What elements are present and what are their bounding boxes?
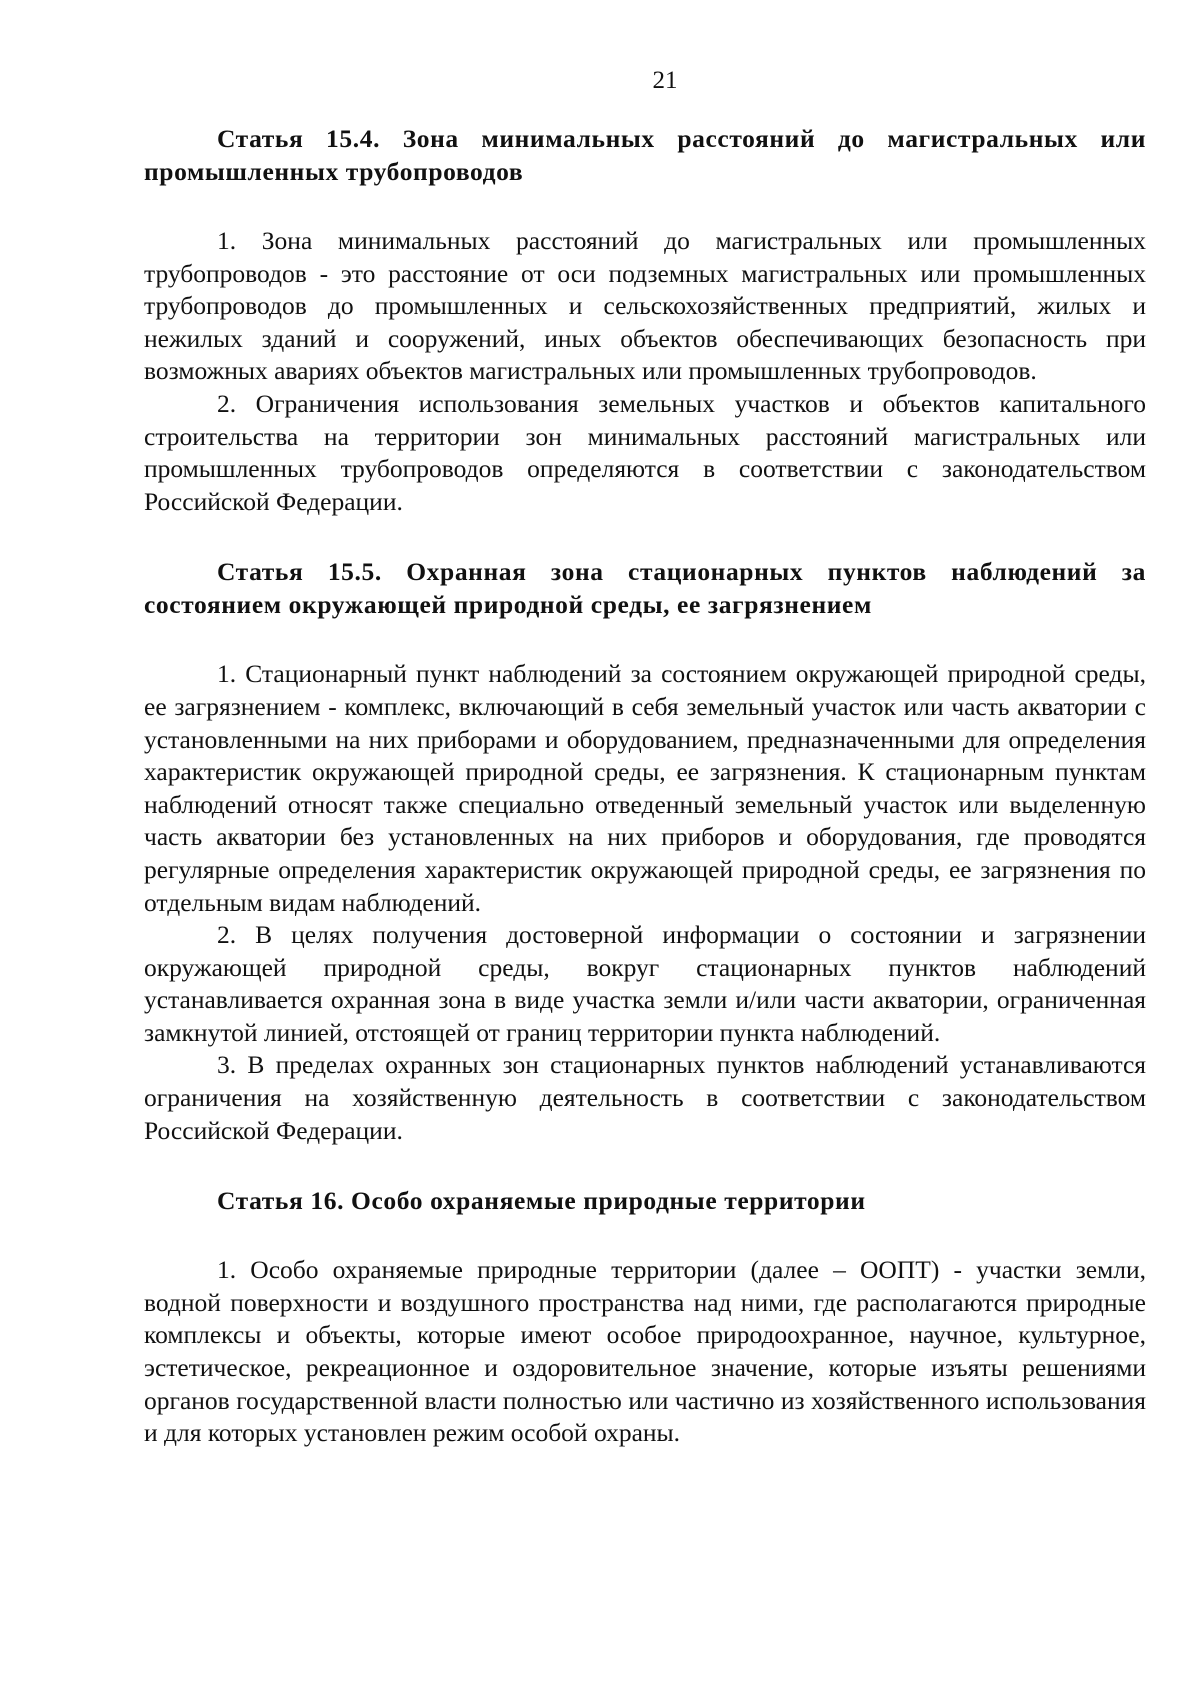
article-title: Статья 16. Особо охраняемые природные территории bbox=[217, 1186, 866, 1216]
paragraph: 2. В целях получения достоверной информации о состоянии и загрязнении окружающей природной среды, вокруг стационарных пунктов наблюдений устанавливается охранная зона в виде участка земли и/или части акватории, ограниченная замкнутой линией, отстоящей от границ территории пункта наблюдений. bbox=[144, 920, 1146, 1047]
article-15-4 bbox=[144, 122, 1146, 518]
paragraph: 1. Особо охраняемые природные территории (далее – ООПТ) - участки земли, водной поверхности и воздушного пространства над ними, где располагаются природные комплексы и объекты, которые имеют особое природоохранное, научное, культурное, эстетическое, рекреационное и оздоровительное значение, которые изъяты решениями органов государственной власти полностью или частично из хозяйственного использования и для которых установлен режим особой охраны. bbox=[144, 1255, 1146, 1448]
article-16 bbox=[144, 1184, 1146, 1450]
paragraph: 3. В пределах охранных зон стационарных пунктов наблюдений устанавливаются ограничения на хозяйственную деятельность в соответствии с законодательством Российской Федерации. bbox=[144, 1050, 1146, 1145]
paragraph: 1. Зона минимальных расстояний до магистральных или промышленных трубопроводов - это расстояние от оси подземных магистральных или промышленных трубопроводов до промышленных и сельскохозяйственных предприятий, жилых и нежилых зданий и сооружений, иных объектов обеспечивающих безопасность при возможных авариях объектов магистральных или промышленных трубопроводов. bbox=[144, 226, 1146, 386]
paragraph: 2. Ограничения использования земельных участков и объектов капитального строительства на территории зон минимальных расстояний магистральных или промышленных трубопроводов определяются в соответствии с законодательством Российской Федерации. bbox=[144, 388, 1146, 516]
article-title: Статья 15.5. Охранная зона стационарных пунктов наблюдений за состоянием окружающей природной среды, ее загрязнением bbox=[144, 557, 1146, 620]
paragraph: 1. Стационарный пункт наблюдений за состоянием окружающей природной среды, ее загрязнением - комплекс, включающий в себя земельный участок или часть акватории с установленными на них приборами и оборудованием, предназначенными для определения характеристик окружающей природной среды, ее загрязнения. К стационарным пунктам наблюдений относят также специально отведенный земельный участок или выделенную часть акватории без установленных на них приборов и оборудования, где проводятся регулярные определения характеристик окружающей природной среды, ее загрязнения по отдельным видам наблюдений. bbox=[144, 659, 1146, 917]
page-number: 21 bbox=[652, 67, 678, 94]
article-15-5 bbox=[144, 555, 1146, 1147]
article-title: Статья 15.4. Зона минимальных расстояний до магистральных или промышленных трубопроводов bbox=[144, 124, 1146, 186]
